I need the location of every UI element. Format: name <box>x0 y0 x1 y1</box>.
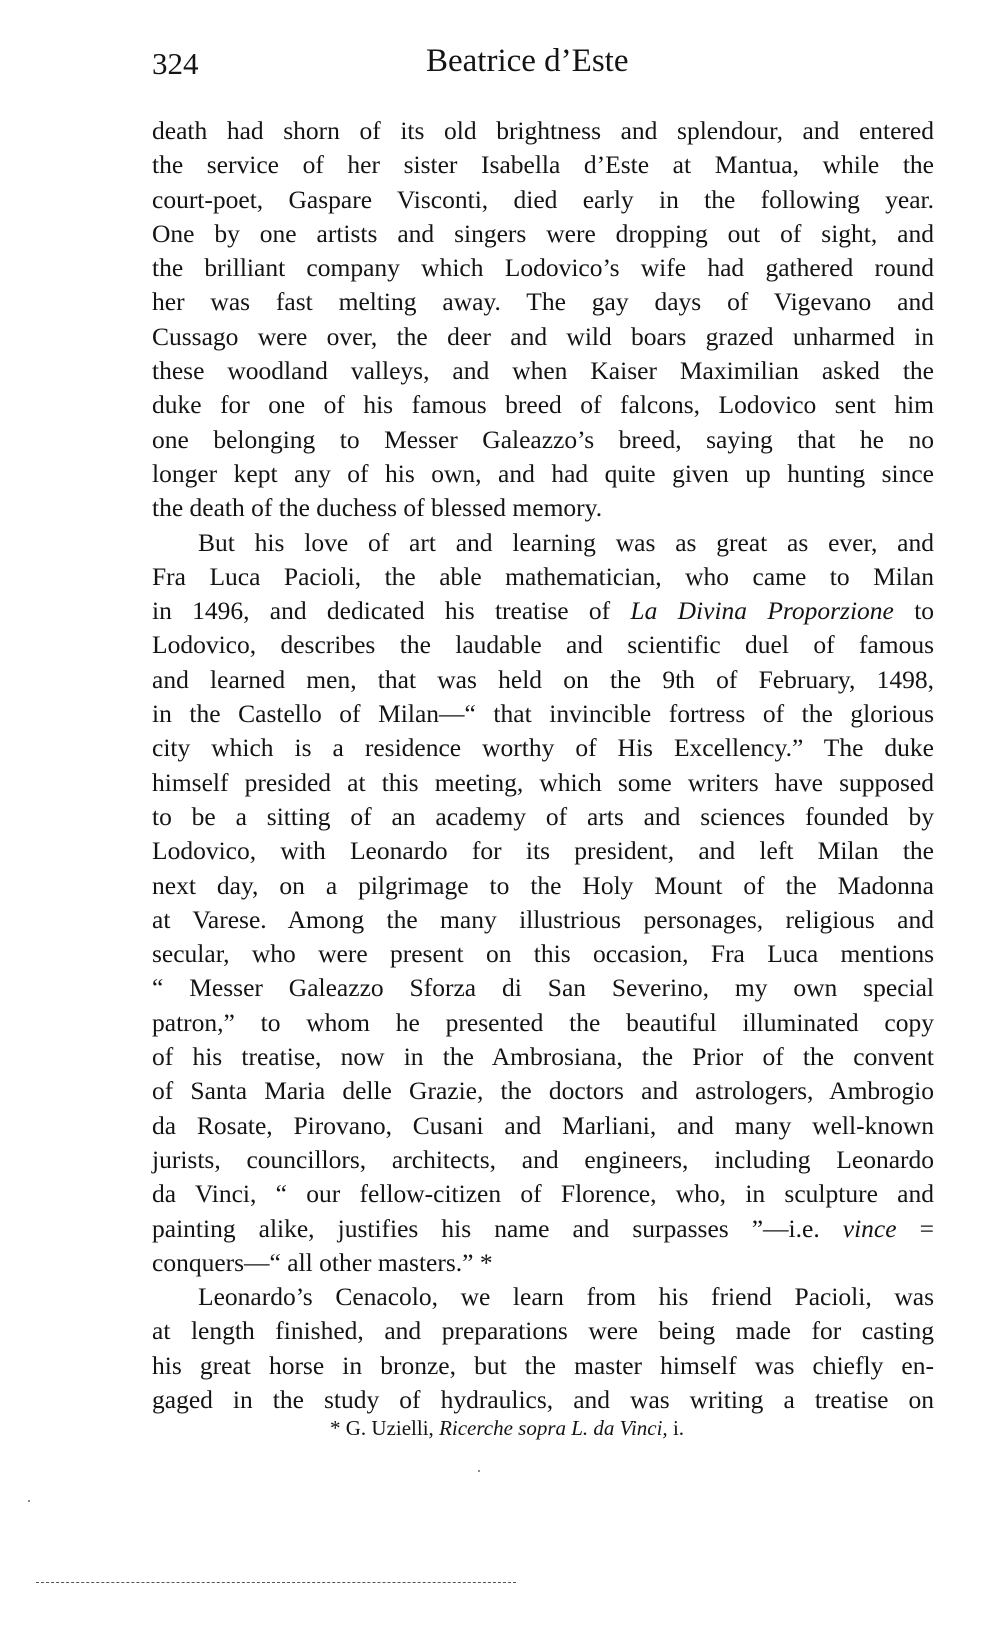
text-line: patron,” to whom he presented the beautiful illuminated copy <box>152 1007 934 1037</box>
text-line: and learned men, that was held on the 9th of February, 1498, <box>152 664 934 694</box>
footnote-marker: * <box>330 1416 341 1440</box>
text-line: the service of her sister Isabella d’Este at Mantua, while the <box>152 150 934 180</box>
text-line: But his love of art and learning was as great as ever, and <box>198 527 934 557</box>
text-line: city which is a residence worthy of His Excellency.” The duke <box>152 733 934 763</box>
text-line: of his treatise, now in the Ambrosiana, the Prior of the convent <box>152 1042 934 1072</box>
text-line: One by one artists and singers were dropping out of sight, and <box>152 218 934 248</box>
text-line: his great horse in bronze, but the master himself was chiefly en- <box>152 1350 934 1380</box>
text-line: to be a sitting of an academy of arts and sciences founded by <box>152 801 934 831</box>
text-line: in the Castello of Milan—“ that invincible fortress of the glorious <box>152 699 934 729</box>
text-line: longer kept any of his own, and had quite given up hunting since <box>152 458 934 488</box>
footnote-volume: i. <box>672 1416 685 1440</box>
scan-speck <box>478 1470 480 1472</box>
text-line: Lodovico, describes the laudable and scientific duel of famous <box>152 630 934 660</box>
text-line <box>152 1212 934 1246</box>
text-line: the brilliant company which Lodovico’s wife had gathered round <box>152 253 934 283</box>
text-line: himself presided at this meeting, which some writers have supposed <box>152 767 934 797</box>
italic-book-title: La Divina Proporzione <box>630 596 894 626</box>
text-line: the death of the duchess of blessed memory. <box>152 493 603 523</box>
footnote-title: Ricerche sopra L. da Vinci, <box>439 1416 668 1440</box>
text-line: duke for one of his famous breed of falcons, Lodovico sent him <box>152 390 934 420</box>
text-span: to <box>914 596 935 626</box>
text-line: at Varese. Among the many illustrious personages, religious and <box>152 904 934 934</box>
text-line: of Santa Maria delle Grazie, the doctors and astrologers, Ambrogio <box>152 1076 934 1106</box>
text-line: next day, on a pilgrimage to the Holy Mount of the Madonna <box>152 870 934 900</box>
footnote-author: G. Uzielli, <box>345 1416 434 1440</box>
italic-word: vince <box>842 1213 897 1243</box>
text-line: at length finished, and preparations were being made for casting <box>152 1316 934 1346</box>
page-number: 324 <box>152 46 199 81</box>
text-line: “ Messer Galeazzo Sforza di San Severino, my own special <box>152 973 934 1003</box>
body-text <box>152 114 934 1417</box>
text-line: conquers—“ all other masters.” * <box>152 1247 493 1277</box>
text-line: death had shorn of its old brightness and splendour, and entered <box>152 116 934 145</box>
text-line: Fra Luca Pacioli, the able mathematician, who came to Milan <box>152 561 934 591</box>
text-line: Cussago were over, the deer and wild boars grazed unharmed in <box>152 321 934 351</box>
text-line: da Rosate, Pirovano, Cusani and Marliani, and many well-known <box>152 1110 934 1140</box>
text-line: Lodovico, with Leonardo for its president, and left Milan the <box>152 836 934 866</box>
text-line: one belonging to Messer Galeazzo’s breed, saying that he no <box>152 424 934 454</box>
footnote <box>330 1416 684 1441</box>
equals-sign: = <box>919 1213 935 1243</box>
text-line: these woodland valleys, and when Kaiser Maximilian asked the <box>152 356 934 386</box>
scan-edge-rule <box>36 1582 516 1583</box>
text-span: painting alike, justifies his name and surpasses ”—i.e. <box>152 1213 820 1243</box>
text-span: in 1496, and dedicated his treatise of <box>152 596 611 626</box>
text-line: gaged in the study of hydraulics, and was writing a treatise on <box>152 1384 934 1414</box>
scan-speck <box>28 1500 30 1502</box>
text-line <box>152 594 934 628</box>
text-line: court-poet, Gaspare Visconti, died early in the following year. <box>152 184 934 214</box>
text-line: da Vinci, “ our fellow-citizen of Florence, who, in sculpture and <box>152 1179 934 1209</box>
running-title: Beatrice d’Este <box>426 43 629 79</box>
text-line: jurists, councillors, architects, and engineers, including Leonardo <box>152 1144 934 1174</box>
text-line: Leonardo’s Cenacolo, we learn from his friend Pacioli, was <box>198 1282 934 1312</box>
text-line: secular, who were present on this occasion, Fra Luca mentions <box>152 939 934 969</box>
text-line: her was fast melting away. The gay days of Vigevano and <box>152 287 934 317</box>
